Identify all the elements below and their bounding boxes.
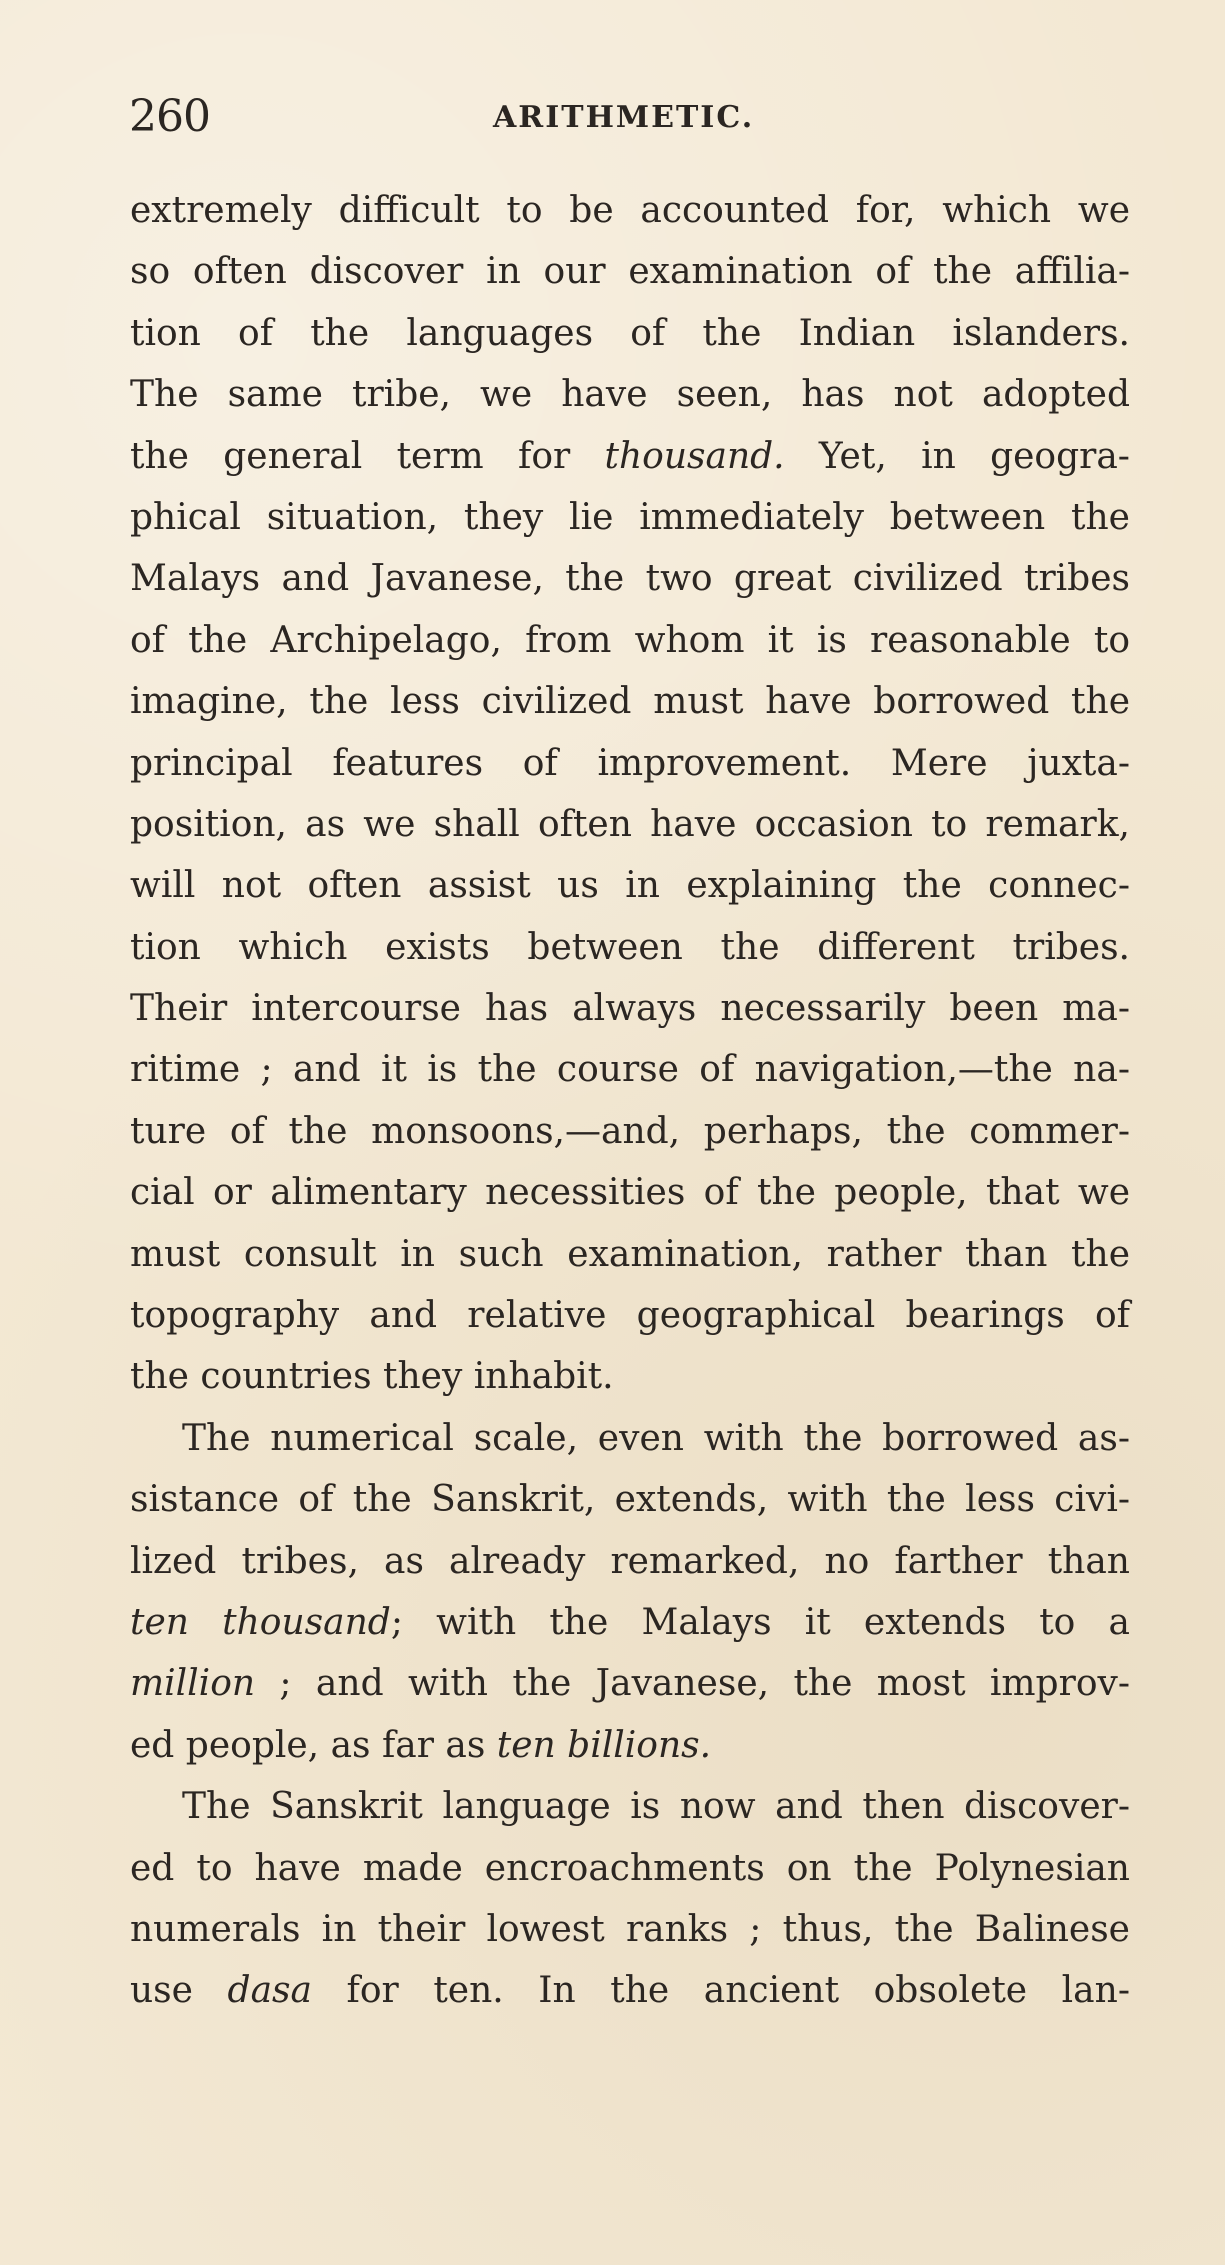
text-line — [130, 1960, 1130, 2021]
text-line — [130, 917, 1130, 978]
text-line — [130, 1408, 1130, 1469]
text-line — [130, 978, 1130, 1039]
text-line — [130, 1592, 1130, 1653]
running-head: ARITHMETIC. — [493, 100, 755, 135]
text-line — [130, 1899, 1130, 1960]
text-line — [130, 548, 1130, 609]
text-run: for ten. In the ancient obsolete lan- — [311, 1970, 1130, 2012]
text-line — [130, 733, 1130, 794]
text-line — [130, 1469, 1130, 1530]
text-run: Their intercourse has always necessarily been ma- — [130, 988, 1130, 1030]
text-run: the general term for — [130, 435, 605, 477]
text-line — [130, 1101, 1130, 1162]
text-line — [130, 1285, 1130, 1346]
text-run: phical situation, they lie immediately between the — [130, 496, 1130, 538]
page-header — [129, 92, 1129, 142]
text-run: The same tribe, we have seen, has not adopted — [130, 374, 1130, 416]
text-line — [130, 1653, 1130, 1714]
text-run: will not often assist us in explaining the connec- — [130, 865, 1130, 907]
text-line — [130, 1039, 1130, 1100]
text-line — [130, 1162, 1130, 1223]
text-line — [130, 426, 1130, 487]
text-run: Yet, in geogra- — [784, 435, 1130, 477]
text-line — [130, 1224, 1130, 1285]
text-run: The numerical scale, even with the borrowed as- — [182, 1417, 1130, 1459]
text-run: tion which exists between the different tribes. — [130, 926, 1130, 968]
text-line — [130, 303, 1130, 364]
text-line — [130, 487, 1130, 548]
text-run: principal features of improvement. Mere juxta- — [130, 742, 1130, 784]
text-run: extremely difficult to be accounted for, which we — [130, 190, 1130, 231]
text-run: must consult in such examination, rather than the — [130, 1233, 1130, 1275]
text-run: topography and relative geographical bearings of — [130, 1295, 1130, 1337]
text-line — [130, 671, 1130, 732]
text-run: use — [130, 1970, 228, 2012]
text-run: sistance of the Sanskrit, extends, with the less civi- — [130, 1479, 1130, 1521]
text-run: tion of the languages of the Indian islanders. — [130, 312, 1130, 354]
text-run: The Sanskrit language is now and then discover- — [182, 1786, 1130, 1828]
italic-text: ten billions. — [496, 1724, 712, 1766]
text-line — [130, 1838, 1130, 1899]
italic-text: thousand. — [604, 435, 785, 477]
text-run: ; and with the Javanese, the most improv- — [255, 1663, 1130, 1705]
text-line — [130, 364, 1130, 425]
text-run: of the Archipelago, from whom it is reasonable to — [130, 619, 1130, 661]
text-run: numerals in their lowest ranks ; thus, the Balinese — [130, 1908, 1130, 1950]
text-run: ; with the Malays it extends to a — [390, 1601, 1130, 1643]
italic-text: million — [130, 1663, 256, 1705]
text-line — [130, 180, 1130, 241]
page-number: 260 — [129, 91, 210, 142]
text-line — [130, 855, 1130, 916]
italic-text: ten thousand — [130, 1601, 391, 1643]
text-run: Malays and Javanese, the two great civilized tribes — [130, 558, 1130, 600]
body-text — [130, 180, 1130, 2022]
text-run: lized tribes, as already remarked, no farther than — [130, 1540, 1130, 1582]
text-line — [130, 1715, 1130, 1776]
text-run: ritime ; and it is the course of navigation,—the na- — [130, 1049, 1130, 1091]
text-run: cial or alimentary necessities of the people, that we — [130, 1172, 1130, 1214]
text-line — [130, 241, 1130, 302]
text-run: ed people, as far as — [130, 1724, 497, 1766]
text-run: the countries they inhabit. — [130, 1356, 614, 1398]
text-run: position, as we shall often have occasion to remark, — [130, 803, 1130, 845]
text-line — [130, 610, 1130, 671]
text-line — [130, 1531, 1130, 1592]
text-line — [130, 794, 1130, 855]
text-line — [130, 1776, 1130, 1837]
text-run: ture of the monsoons,—and, perhaps, the commer- — [130, 1110, 1130, 1152]
text-line — [130, 1346, 1130, 1407]
text-run: so often discover in our examination of the affilia- — [130, 251, 1130, 293]
text-run: imagine, the less civilized must have borrowed the — [130, 681, 1130, 723]
italic-text: dasa — [227, 1970, 312, 2012]
text-run: ed to have made encroachments on the Polynesian — [130, 1847, 1130, 1889]
